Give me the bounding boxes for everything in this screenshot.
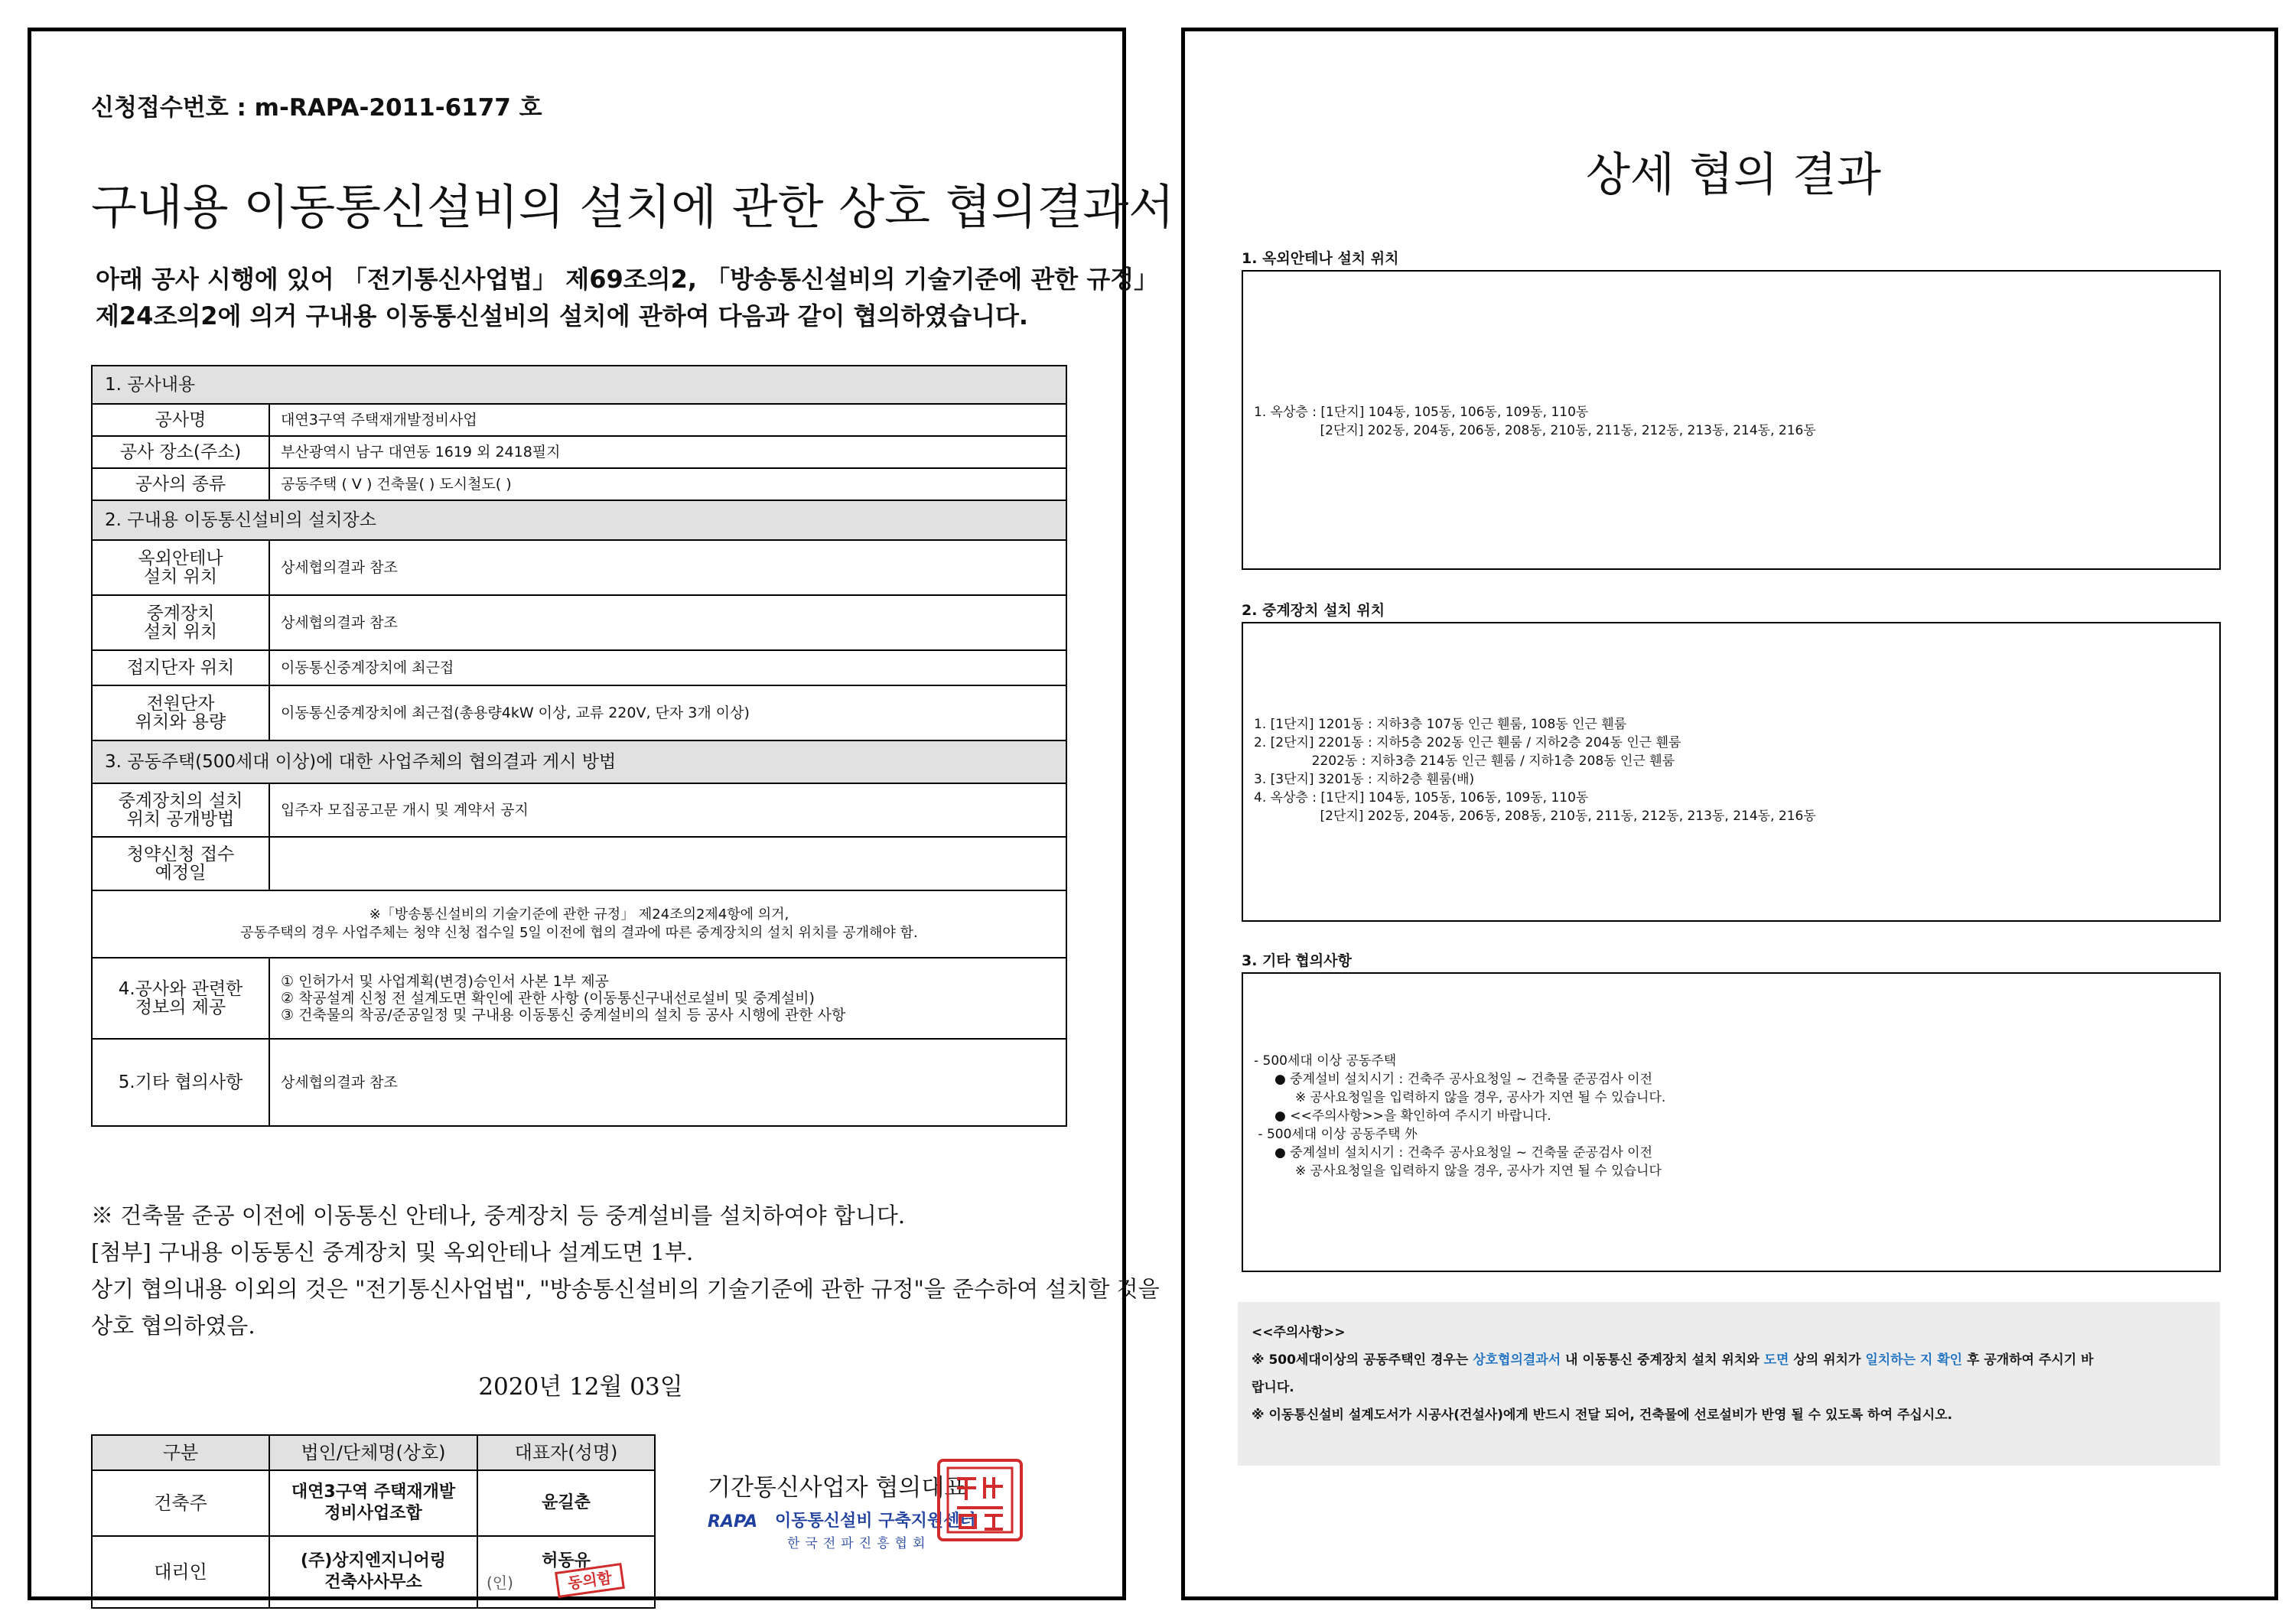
- legal-note: ※「방송통신설비의 기술기준에 관한 규정」 제24조의2제4항에 의거, 공동주택의 경우 사업주체는 청약 신청 접수일 5일 이전에 협의 결과에 따른 중계장치의 설치 위치를 공개해야 함.: [92, 890, 1066, 958]
- note-line: ※ 건축물 준공 이전에 이동통신 안테나, 중계장치 등 중계설비를 설치하여야 합니다.: [91, 1203, 906, 1229]
- sign-org: (주)상지엔지니어링 건축사사무소: [269, 1536, 477, 1608]
- row-label: 공사명: [92, 404, 269, 436]
- caution-box: [1238, 1302, 2220, 1466]
- official-seal-icon: [937, 1459, 1023, 1541]
- row-label: 옥외안테나 설치 위치: [92, 540, 269, 595]
- sign-type: 대리인: [92, 1536, 269, 1608]
- section-header: 1. 공사내용: [92, 366, 1066, 404]
- antenna-location-box: [1242, 270, 2221, 570]
- row-value: 부산광역시 남구 대연동 1619 외 2418필지: [269, 436, 1066, 468]
- row-value: 대연3구역 주택재개발정비사업: [269, 404, 1066, 436]
- page-title: 상세 협의 결과: [1586, 148, 1881, 202]
- rapa-center-name: 이동통신설비 구축지원센터: [775, 1512, 976, 1531]
- rapa-logo-mark: RAPA: [708, 1512, 758, 1531]
- repeater-location-text: 1. [1단지] 1201동 : 지하3층 107동 인근 휀룸, 108동 인근 휀룸 2. [2단지] 2201동 : 지하5층 202동 인근 휀룸 / 지하2층 204동 인근 휀룸 2202동 : 지하3층 214동 인근 휀룸 / 지하1층 208동 인근 휀룸 3. [3단지] 3201동 : 지하2층 휀룸(배) 4. 옥상층 : [1단지] 104동, 105동, 106동, 109동, 110동 [2단지] 202동, 204동, 206동, 208동, 210동, 211동, 212동, 213동, 214동, 216동: [1254, 717, 1816, 824]
- caution-line: ※ 500세대이상의 공동주택인 경우는 상호협의결과서 내 이동통신 중계장치 설치 위치와 도면 상의 위치가 일치하는 지 확인 후 공개하여 주시기 바: [1252, 1352, 2094, 1368]
- section-label-antenna: 1. 옥외안테나 설치 위치: [1242, 250, 1399, 267]
- row-label: 청약신청 접수 예정일: [92, 837, 269, 890]
- row-value: 이동통신중계장치에 최근접(총용량4kW 이상, 교류 220V, 단자 3개 이상): [269, 685, 1066, 740]
- row-value: [269, 837, 1066, 890]
- caution-line: 랍니다.: [1252, 1380, 1294, 1395]
- caution-heading: <<주의사항>>: [1252, 1325, 1346, 1340]
- list-item: ③ 건축물의 착공/준공일정 및 구내용 이동통신 중계설비의 설치 등 공사 시행에 관한 사항: [281, 1007, 846, 1024]
- rapa-logo: [708, 1508, 976, 1557]
- other-matters-box: [1242, 972, 2221, 1272]
- row-label: 접지단자 위치: [92, 650, 269, 685]
- row-label: 전원단자 위치와 용량: [92, 685, 269, 740]
- intro-paragraph: [96, 261, 1159, 334]
- row-value: 이동통신중계장치에 최근접: [269, 650, 1066, 685]
- list-item: ② 착공설계 신청 전 설계도면 확인에 관한 사항 (이동통신구내선로설비 및 중계설비): [281, 990, 815, 1007]
- agree-stamp: 동의함: [555, 1563, 625, 1598]
- sign-rep: 허동유 (인) 동의함: [477, 1536, 655, 1608]
- sign-org: 대연3구역 주택재개발 정비사업조합: [269, 1470, 477, 1536]
- row-label: 중계장치 설치 위치: [92, 595, 269, 650]
- sign-rep: 윤길춘: [477, 1470, 655, 1536]
- rapa-association-name: 한국전파진흥협회: [787, 1536, 931, 1551]
- note-line: [첨부] 구내용 이동통신 중계장치 및 옥외안테나 설계도면 1부.: [91, 1239, 694, 1265]
- sign-header: 법인/단체명(상호): [269, 1435, 477, 1470]
- agreement-date: 2020년 12월 03일: [478, 1373, 683, 1401]
- row-value: 상세협의결과 참조: [269, 540, 1066, 595]
- info-provision-list: [269, 958, 1066, 1039]
- sign-header: 구분: [92, 1435, 269, 1470]
- repeater-location-box: [1242, 622, 2221, 922]
- section-header: 2. 구내용 이동통신설비의 설치장소: [92, 500, 1066, 540]
- section-header: 3. 공동주택(500세대 이상)에 대한 사업주체의 협의결과 게시 방법: [92, 740, 1066, 783]
- application-number: 신청접수번호 : m-RAPA-2011-6177 호: [91, 94, 542, 122]
- caution-line: ※ 이동통신설비 설계도서가 시공사(건설사)에게 반드시 전달 되어, 건축물에 선로설비가 반영 될 수 있도록 하여 주십시오.: [1252, 1408, 1953, 1423]
- row-value: 입주자 모집공고문 개시 및 계약서 공지: [269, 783, 1066, 837]
- section-label-other: 3. 기타 협의사항: [1242, 952, 1352, 969]
- row-value: 공동주택 ( V ) 건축물( ) 도시철도( ): [269, 468, 1066, 500]
- sign-type: 건축주: [92, 1470, 269, 1536]
- row-label: 5.기타 협의사항: [92, 1039, 269, 1126]
- row-label: 중계장치의 설치 위치 공개방법: [92, 783, 269, 837]
- section-label-repeater: 2. 중계장치 설치 위치: [1242, 602, 1385, 619]
- other-matters-text: - 500세대 이상 공동주택 ● 중계설비 설치시기 : 건축주 공사요청일 ~ 건축물 준공검사 이전 ※ 공사요청일을 입력하지 않을 경우, 공사가 지연 될 수 있습니다. ● <<주의사항>>을 확인하여 주시기 바랍니다. - 500세대 이상 공동주택 外 ● 중계설비 설치시기 : 건축주 공사요청일 ~ 건축물 준공검사 이전 ※ 공사요청일을 입력하지 않을 경우, 공사가 지연 될 수 있습니다: [1254, 1053, 1666, 1179]
- intro-line: 제24조의2에 의거 구내용 이동통신설비의 설치에 관하여 다음과 같이 협의하였습니다.: [96, 301, 1029, 330]
- row-value: 상세협의결과 참조: [269, 595, 1066, 650]
- agreement-table: [91, 365, 1067, 1127]
- agreement-form-page: [28, 28, 1175, 1600]
- row-label: 4.공사와 관련한 정보의 제공: [92, 958, 269, 1039]
- row-label: 공사의 종류: [92, 468, 269, 500]
- note-line: 상호 협의하였음.: [91, 1313, 256, 1339]
- antenna-location-text: 1. 옥상층 : [1단지] 104동, 105동, 106동, 109동, 110동 [2단지] 202동, 204동, 206동, 208동, 210동, 211동, 212동, 213동, 214동, 216동: [1254, 405, 1816, 438]
- note-line: 상기 협의내용 이외의 것은 "전기통신사업법", "방송통신설비의 기술기준에 관한 규정"을 준수하여 설치할 것을: [91, 1276, 1160, 1302]
- intro-line: 아래 공사 시행에 있어 「전기통신사업법」 제69조의2, 「방송통신설비의 기술기준에 관한 규정」: [96, 265, 1159, 294]
- sign-header: 대표자(성명): [477, 1435, 655, 1470]
- notes: [91, 1197, 1160, 1344]
- row-value: 상세협의결과 참조: [269, 1039, 1066, 1126]
- page-title: 구내용 이동통신설비의 설치에 관한 상호 협의결과서: [91, 179, 1175, 235]
- signature-table: [91, 1434, 656, 1609]
- list-item: ① 인허가서 및 사업계획(변경)승인서 사본 1부 제공: [281, 973, 609, 990]
- carrier-representative-label: 기간통신사업자 협의대표: [708, 1474, 968, 1502]
- row-label: 공사 장소(주소): [92, 436, 269, 468]
